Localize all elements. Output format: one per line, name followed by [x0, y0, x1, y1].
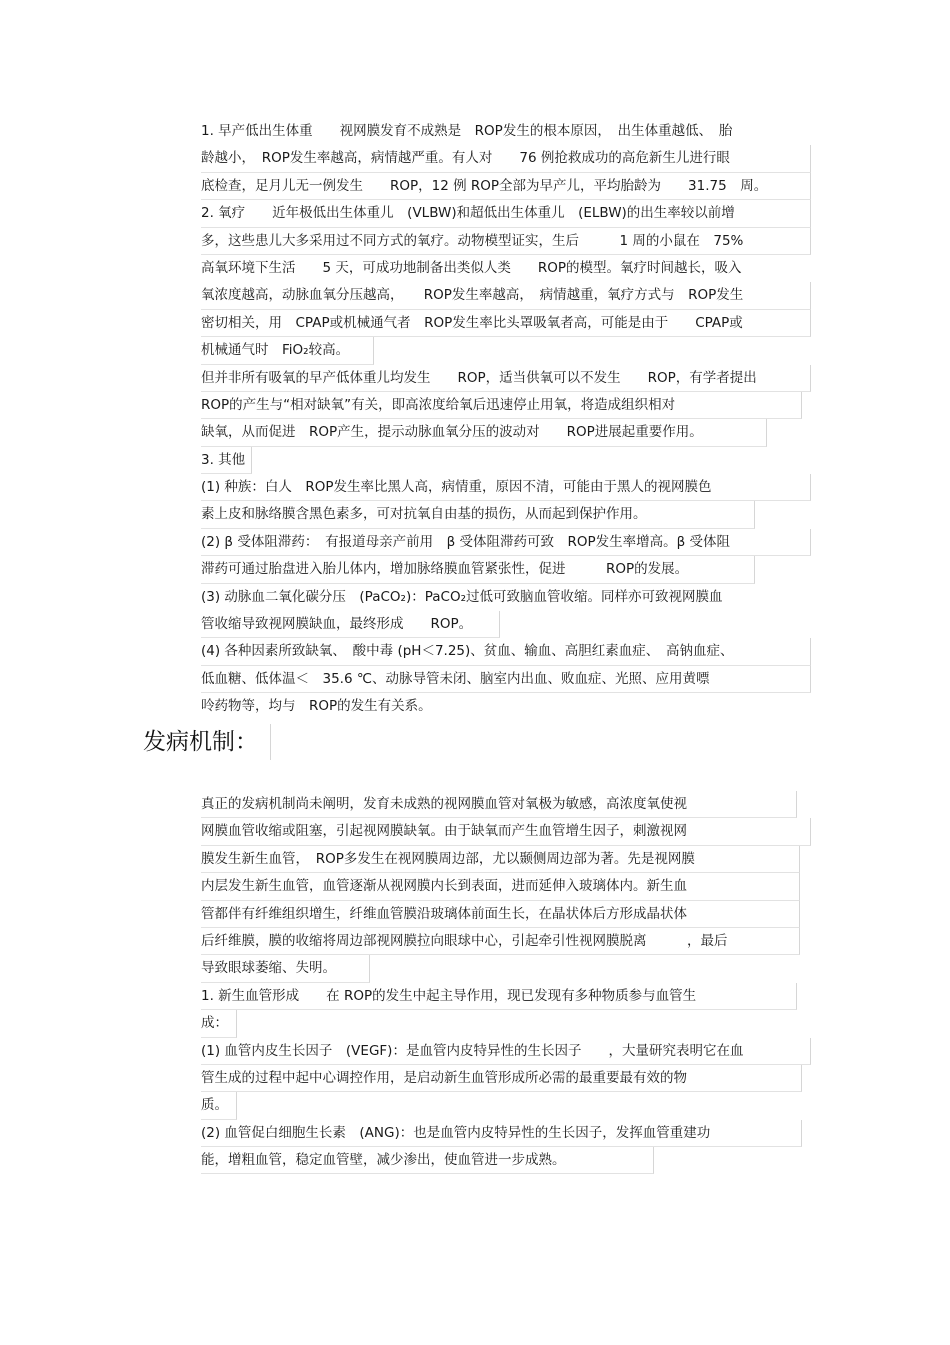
text-line: 机械通气时 FiO₂较高。	[201, 337, 374, 364]
text-line: 真正的发病机制尚未阐明，发育未成熟的视网膜血管对氧极为敏感，高浓度氧使视	[201, 791, 797, 818]
risk-factors-section	[201, 118, 811, 721]
text-line: (1) 血管内皮生长因子 (VEGF)：是血管内皮特异性的生长因子 ，大量研究表明它在血	[201, 1038, 811, 1065]
text-line: (2) β 受体阻滞药： 有报道母亲产前用 β 受体阻滞药可致 ROP发生率增高。β 受体阻	[201, 529, 811, 556]
text-line: (2) 血管促白细胞生长素 (ANG)：也是血管内皮特异性的生长因子，发挥血管重建功	[201, 1120, 802, 1147]
text-line: 导致眼球萎缩、失明。	[201, 955, 370, 982]
text-line: 龄越小， ROP发生率越高，病情越严重。有人对 76 例抢救成功的高危新生儿进行眼	[201, 145, 811, 172]
text-line: 素上皮和脉络膜含黑色素多，可对抗氧自由基的损伤，从而起到保护作用。	[201, 501, 755, 528]
text-line: 底检查，足月儿无一例发生 ROP，12 例 ROP全部为早产儿，平均胎龄为 31.75 周。	[201, 173, 811, 200]
section-heading: 发病机制：	[143, 724, 271, 760]
text-line: ROP的产生与“相对缺氧”有关，即高浓度给氧后迅速停止用氧，将造成组织相对	[201, 392, 802, 419]
text-line: 多，这些患儿大多采用过不同方式的氧疗。动物模型证实，生后 1 周的小鼠在 75%	[201, 228, 811, 255]
text-line: 后纤维膜，膜的收缩将周边部视网膜拉向眼球中心，引起牵引性视网膜脱离 ，最后	[201, 928, 800, 955]
text-line: 管收缩导致视网膜缺血，最终形成 ROP。	[201, 611, 500, 638]
text-line: 膜发生新生血管， ROP多发生在视网膜周边部，尤以颞侧周边部为著。先是视网膜	[201, 846, 800, 873]
text-line: 但并非所有吸氧的早产低体重儿均发生 ROP，适当供氧可以不发生 ROP，有学者提出	[201, 365, 811, 392]
text-line: 成：	[201, 1010, 237, 1037]
text-line: (3) 动脉血二氧化碳分压 (PaCO₂)：PaCO₂过低可致脑血管收缩。同样亦可致视网膜血	[201, 588, 723, 605]
text-line: 1. 早产低出生体重 视网膜发育不成熟是 ROP发生的根本原因， 出生体重越低、 胎	[201, 123, 733, 139]
text-line: 缺氧，从而促进 ROP产生，提示动脉血氧分压的波动对 ROP进展起重要作用。	[201, 419, 767, 446]
text-line: 1. 新生血管形成 在 ROP的发生中起主导作用，现已发现有多种物质参与血管生	[201, 983, 797, 1010]
text-line: 能，增粗血管，稳定血管壁，减少渗出，使血管进一步成熟。	[201, 1147, 654, 1174]
text-line: 滞药可通过胎盘进入胎儿体内，增加脉络膜血管紧张性，促进 ROP的发展。	[201, 556, 755, 583]
text-line: 网膜血管收缩或阻塞，引起视网膜缺氧。由于缺氧而产生血管增生因子，刺激视网	[201, 818, 811, 845]
text-line: (1) 种族：白人 ROP发生率比黑人高，病情重，原因不清，可能由于黑人的视网膜色	[201, 474, 811, 501]
pathogenesis-section	[201, 791, 811, 1174]
text-line: 内层发生新生血管，血管逐渐从视网膜内长到表面，进而延伸入玻璃体内。新生血	[201, 873, 800, 900]
text-line: 质。	[201, 1092, 237, 1119]
text-line: 高氧环境下生活 5 天，可成功地制备出类似人类 ROP的模型。氧疗时间越长，吸入	[201, 259, 742, 276]
text-line: (4) 各种因素所致缺氧、 酸中毒 (pH＜7.25)、贫血、输血、高胆红素血症、 高钠血症、	[201, 638, 811, 665]
text-line: 呤药物等，均与 ROP的发生有关系。	[201, 698, 432, 715]
text-line: 氧浓度越高，动脉血氧分压越高， ROP发生率越高， 病情越重，氧疗方式与 ROP发生	[201, 282, 811, 309]
text-line: 2. 氧疗 近年极低出生体重儿 (VLBW)和超低出生体重儿 (ELBW)的出生率较以前增	[201, 200, 811, 227]
text-line: 密切相关，用 CPAP或机械通气者 ROP发生率比头罩吸氧者高，可能是由于 CPAP或	[201, 310, 811, 337]
text-line: 低血糖、低体温＜ 35.6 ℃、动脉导管未闭、脑室内出血、败血症、光照、应用黄嘌	[201, 666, 811, 693]
text-line: 管生成的过程中起中心调控作用，是启动新生血管形成所必需的最重要最有效的物	[201, 1065, 802, 1092]
text-line: 3. 其他	[201, 447, 252, 474]
text-line: 管都伴有纤维组织增生，纤维血管膜沿玻璃体前面生长，在晶状体后方形成晶状体	[201, 901, 800, 928]
